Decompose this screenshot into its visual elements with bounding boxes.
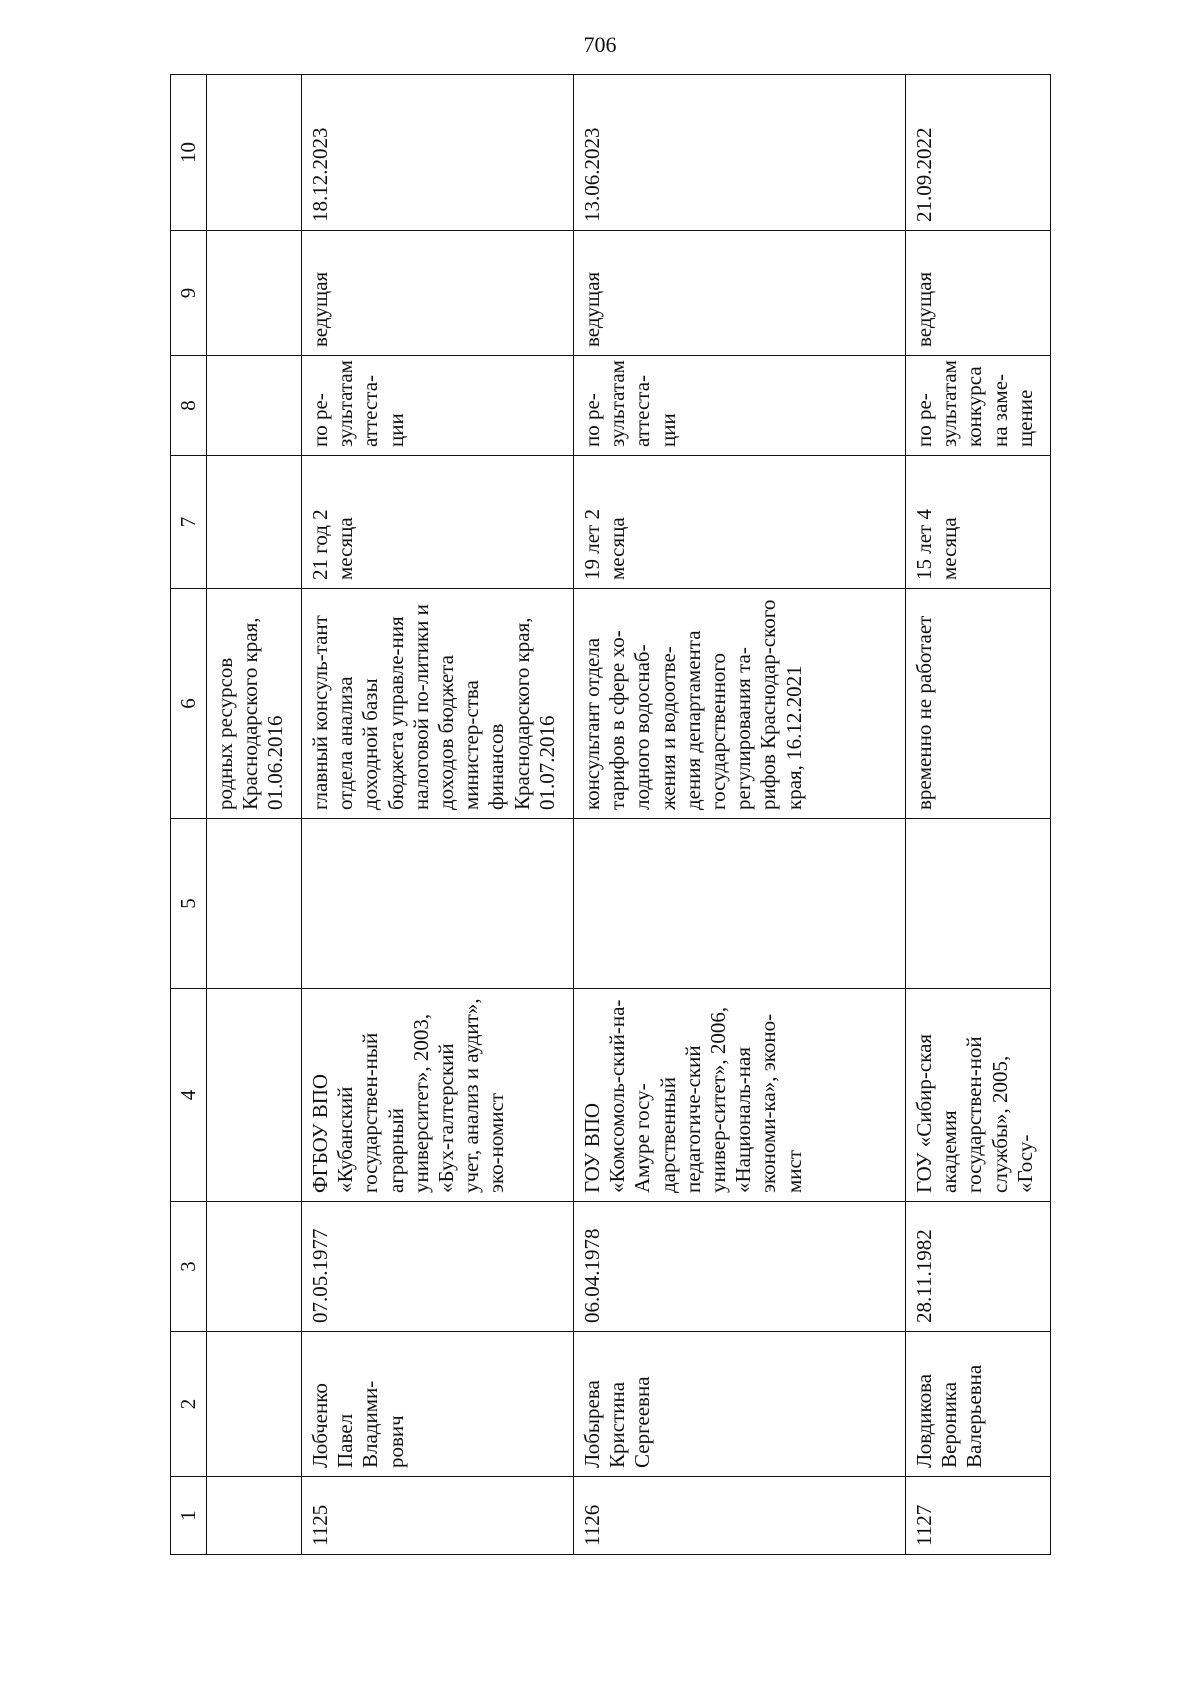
- table-row: [302, 75, 574, 1555]
- table-cell: [207, 1202, 302, 1332]
- position: временно не работает: [906, 589, 1051, 819]
- basis: по ре-зультатам аттеста-ции: [302, 356, 574, 456]
- experience: 21 год 2 месяца: [302, 456, 574, 589]
- row-number: 1126: [574, 1477, 906, 1555]
- birth-date: 06.04.1978: [574, 1202, 906, 1332]
- column-number: 4: [171, 989, 207, 1202]
- table-row: [906, 75, 1051, 1555]
- continuation-row: [207, 75, 302, 1555]
- decision-date: 18.12.2023: [302, 75, 574, 231]
- decision-date: 13.06.2023: [574, 75, 906, 231]
- row-number: 1127: [906, 1477, 1051, 1555]
- table-cell: [207, 819, 302, 989]
- column-number: 10: [171, 75, 207, 231]
- page-number: 706: [583, 32, 617, 57]
- table-cell: [207, 231, 302, 356]
- column-number: 6: [171, 589, 207, 819]
- column-number: 5: [171, 819, 207, 989]
- column-number-row: [171, 75, 207, 1555]
- column-number: 1: [171, 1477, 207, 1555]
- birth-date: 28.11.1982: [906, 1202, 1051, 1332]
- column-number: 8: [171, 356, 207, 456]
- education: ГОУ ВПО «Комсомоль-ский-на-Амуре госу-дарственный педагогиче-ский универ-ситет», 2006, «Националь-ная экономи-ка», эконо-мист: [574, 989, 906, 1202]
- full-name: Лобырева Кристина Сергеевна: [574, 1332, 906, 1477]
- table-row: [574, 75, 906, 1555]
- position-group: ведущая: [302, 231, 574, 356]
- table-cell: [207, 989, 302, 1202]
- birth-date: 07.05.1977: [302, 1202, 574, 1332]
- rotated-table-wrapper: [170, 75, 1050, 1555]
- column-number: 7: [171, 456, 207, 589]
- education: ГОУ «Сибир-ская академия государствен-ной службы», 2005, «Госу-: [906, 989, 1051, 1202]
- personnel-table: [170, 74, 1051, 1555]
- row-number: 1125: [302, 1477, 574, 1555]
- position-group: ведущая: [906, 231, 1051, 356]
- experience: 19 лет 2 месяца: [574, 456, 906, 589]
- position: главный консуль-тант отдела анализа доходной базы бюджета управле-ния налоговой по-литики и доходов бюджета министер-ства финансов Краснодарского края, 01.07.2016: [302, 589, 574, 819]
- education: ФГБОУ ВПО «Кубанский государствен-ный аграрный университет», 2003, «Бух-галтерский учет, анализ и аудит», эко-номист: [302, 989, 574, 1202]
- full-name: Ловдикова Вероника Валерьевна: [906, 1332, 1051, 1477]
- basis: по ре-зультатам конкурса на заме-щение: [906, 356, 1051, 456]
- table-cell: [906, 819, 1051, 989]
- decision-date: 21.09.2022: [906, 75, 1051, 231]
- full-name: Лобченко Павел Владими-рович: [302, 1332, 574, 1477]
- table-cell: [574, 819, 906, 989]
- column-number: 2: [171, 1332, 207, 1477]
- position-cell: родных ресурсов Краснодарского края, 01.06.2016: [207, 589, 302, 819]
- column-number: 3: [171, 1202, 207, 1332]
- basis: по ре-зультатам аттеста-ции: [574, 356, 906, 456]
- position: консультант отдела тарифов в сфере хо-лодного водоснаб-жения и водоотве-дения департамента государственного регулирования та-рифов Краснодар-ского края, 16.12.2021: [574, 589, 906, 819]
- table-cell: [207, 456, 302, 589]
- table-cell: [207, 356, 302, 456]
- table-cell: [207, 1477, 302, 1555]
- table-cell: [207, 1332, 302, 1477]
- table-cell: [302, 819, 574, 989]
- experience: 15 лет 4 месяца: [906, 456, 1051, 589]
- position-group: ведущая: [574, 231, 906, 356]
- table-cell: [207, 75, 302, 231]
- column-number: 9: [171, 231, 207, 356]
